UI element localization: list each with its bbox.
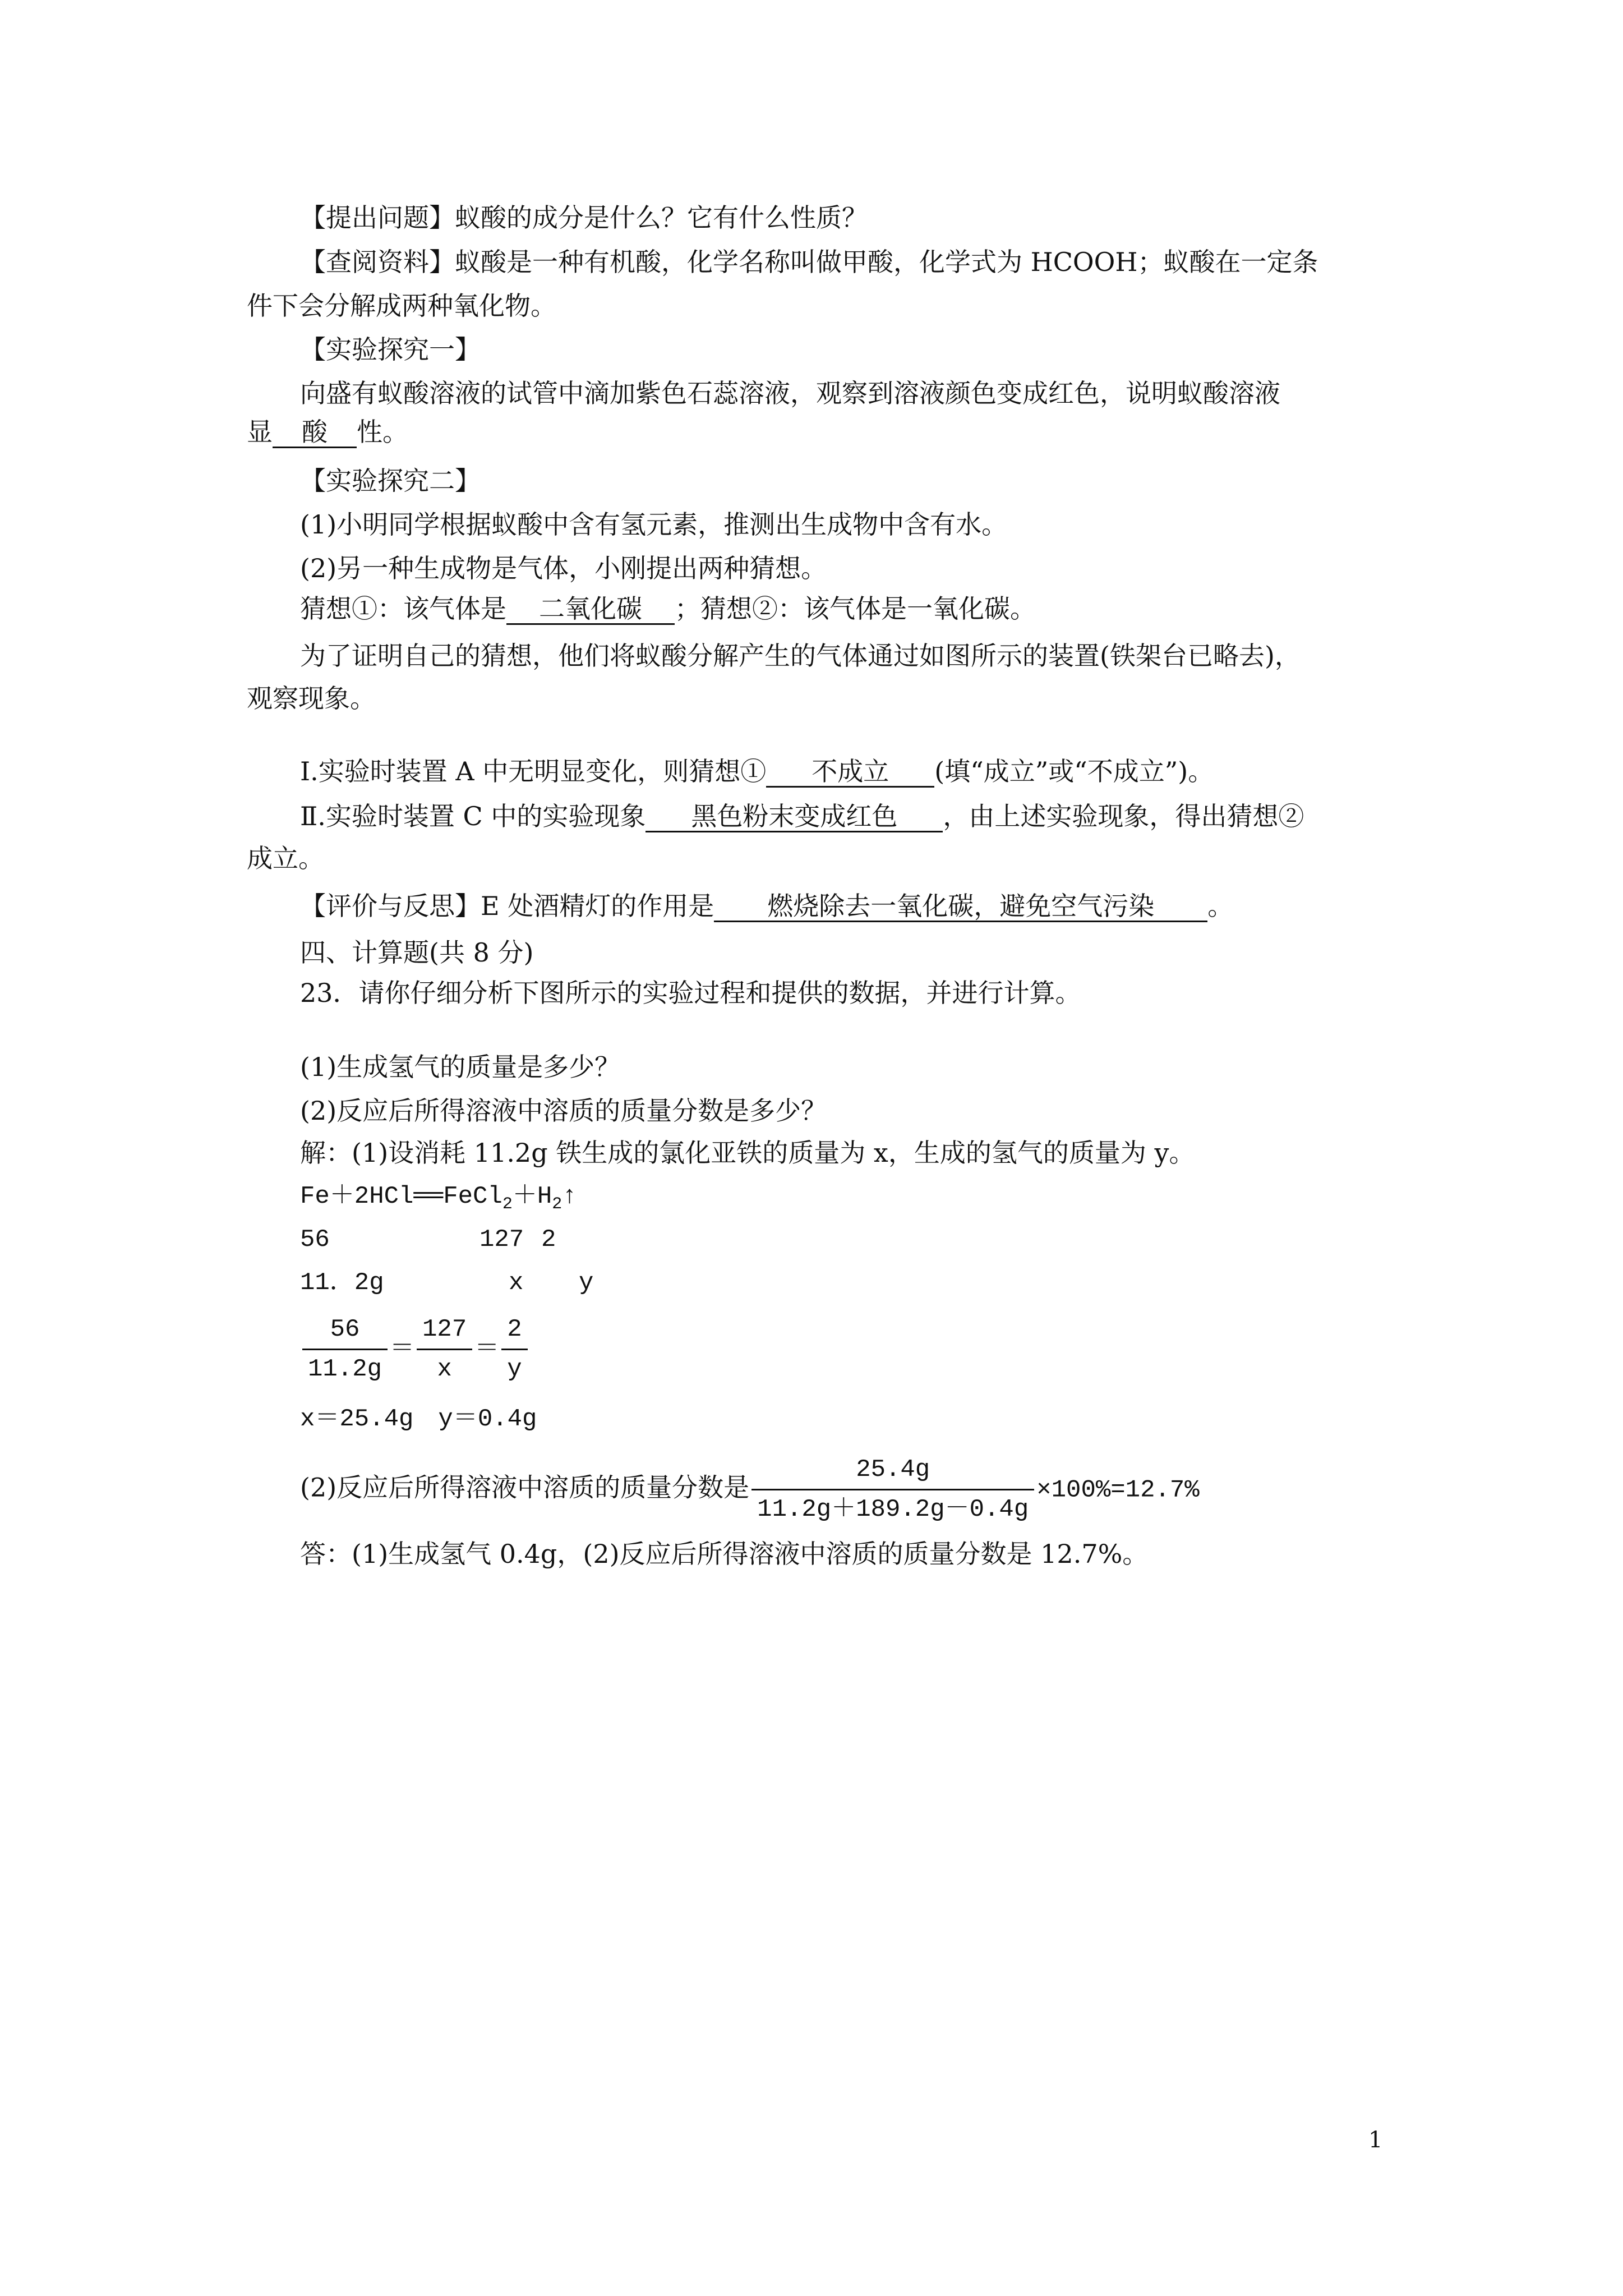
given-mass-row bbox=[300, 1266, 593, 1300]
acidity-suffix: 性。 bbox=[357, 417, 408, 447]
guess-line bbox=[300, 592, 1036, 625]
molar-mass-row bbox=[300, 1223, 556, 1257]
equation-fecl-subscript: 2 bbox=[502, 1194, 513, 1214]
evaluation-line bbox=[300, 889, 1233, 923]
question-23-text: 23．请你仔细分析下图所示的实验过程和提供的数据，并进行计算。 bbox=[300, 978, 1081, 1008]
guess1-result-blank: 不成立 bbox=[766, 757, 934, 788]
proof-text-line2: 观察现象。 bbox=[247, 683, 376, 714]
proportion-fraction-3: $\frac{2}{y}$ bbox=[501, 1313, 527, 1386]
lamp-purpose-answer-blank: 燃烧除去一氧化碳，避免空气污染 bbox=[714, 891, 1207, 922]
reference-text-line1: 【查阅资料】蚁酸是一种有机酸，化学名称叫做甲酸，化学式为 HCOOH；蚁酸在一定条 bbox=[300, 247, 1318, 277]
proof-text-line1: 为了证明自己的猜想，他们将蚁酸分解产生的气体通过如图所示的装置(铁架台已略去)， bbox=[300, 641, 1301, 671]
result-two-tail: 成立。 bbox=[247, 843, 324, 873]
molar-mass-fecl2: 127 bbox=[479, 1226, 524, 1254]
given-mass-x: x bbox=[509, 1269, 524, 1297]
proportion-fraction-1: $\frac{56}{11.2g}$ bbox=[302, 1313, 388, 1386]
result-two-line bbox=[300, 799, 1304, 833]
experiment-two-heading: 【实验探究二】 bbox=[300, 466, 481, 496]
evaluation-prefix: 【评价与反思】E 处酒精灯的作用是 bbox=[300, 891, 714, 921]
solution-intro: 解：(1)设消耗 11.2g 铁生成的氯化亚铁的质量为 x，生成的氢气的质量为 y。 bbox=[300, 1138, 1195, 1168]
proportion-equals-2: ＝ bbox=[474, 1336, 500, 1364]
acidity-answer-blank: 酸 bbox=[273, 417, 357, 448]
result-two-suffix: ，由上述实验现象，得出猜想② bbox=[943, 801, 1304, 831]
equation-h-subscript: 2 bbox=[552, 1194, 562, 1214]
result-one-line bbox=[300, 754, 1214, 788]
guess-prefix: 猜想①：该气体是 bbox=[300, 593, 506, 624]
equation-hcl: ＋2HCl bbox=[329, 1182, 414, 1211]
question-heading: 【提出问题】蚁酸的成分是什么？它有什么性质？ bbox=[300, 203, 868, 233]
equation-arrow: ══ bbox=[413, 1182, 444, 1211]
result-one-suffix: (填“成立”或“不成立”)。 bbox=[934, 756, 1214, 786]
result-one-prefix: Ⅰ.实验时装置 A 中无明显变化，则猜想① bbox=[300, 756, 767, 786]
subquestion-2: (2)反应后所得溶液中溶质的质量分数是多少？ bbox=[300, 1096, 827, 1126]
reference-text-line2: 件下会分解成两种氧化物。 bbox=[247, 291, 556, 321]
step1-text: (1)小明同学根据蚁酸中含有氢元素，推测出生成物中含有水。 bbox=[300, 509, 1008, 540]
experiment-one-heading: 【实验探究一】 bbox=[300, 334, 481, 365]
mass-fraction-prefix: (2)反应后所得溶液中溶质的质量分数是 bbox=[300, 1472, 750, 1503]
equation-h: ＋H bbox=[512, 1182, 552, 1211]
experiment-one-text: 向盛有蚁酸溶液的试管中滴加紫色石蕊溶液，观察到溶液颜色变成红色，说明蚁酸溶液 bbox=[300, 378, 1280, 408]
guess-suffix: ；猜想②：该气体是一氧化碳。 bbox=[675, 593, 1036, 624]
page-number: 1 bbox=[1368, 2127, 1383, 2153]
evaluation-suffix: 。 bbox=[1207, 891, 1234, 921]
proportion-equation bbox=[300, 1313, 530, 1386]
step2-text: (2)另一种生成物是气体，小刚提出两种猜想。 bbox=[300, 553, 827, 583]
molar-mass-fe: 56 bbox=[300, 1226, 330, 1254]
chemical-equation bbox=[300, 1180, 577, 1221]
equation-fe: Fe bbox=[300, 1182, 330, 1211]
acidity-line bbox=[247, 415, 408, 449]
equation-fecl: FeCl bbox=[443, 1182, 502, 1211]
final-answer: 答：(1)生成氢气 0.4g，(2)反应后所得溶液中溶质的质量分数是 12.7%。 bbox=[300, 1539, 1149, 1569]
result-two-prefix: Ⅱ.实验时装置 C 中的实验现象 bbox=[300, 801, 646, 831]
given-mass-fe: 11．2g bbox=[300, 1269, 384, 1297]
molar-mass-h2: 2 bbox=[541, 1226, 556, 1254]
acidity-prefix: 显 bbox=[247, 417, 273, 447]
proportion-equals-1: ＝ bbox=[390, 1336, 415, 1364]
given-mass-y: y bbox=[579, 1269, 594, 1297]
mass-fraction-line bbox=[300, 1453, 1200, 1526]
mass-fraction-fraction: $\frac{25.4g}{11.2g+189.2g-0.4g}$ bbox=[751, 1453, 1034, 1526]
device-c-answer-blank: 黑色粉末变成红色 bbox=[645, 802, 943, 832]
guess1-answer-blank: 二氧化碳 bbox=[506, 594, 675, 625]
subquestion-1: (1)生成氢气的质量是多少？ bbox=[300, 1052, 621, 1082]
solution-values: x＝25.4g y＝0.4g bbox=[300, 1405, 537, 1433]
proportion-fraction-2: $\frac{127}{x}$ bbox=[417, 1313, 472, 1386]
gas-up-arrow-icon: ↑ bbox=[562, 1182, 577, 1211]
section-four-heading: 四、计算题(共 8 分) bbox=[300, 937, 534, 968]
mass-fraction-suffix: ×100%=12.7% bbox=[1036, 1476, 1200, 1504]
